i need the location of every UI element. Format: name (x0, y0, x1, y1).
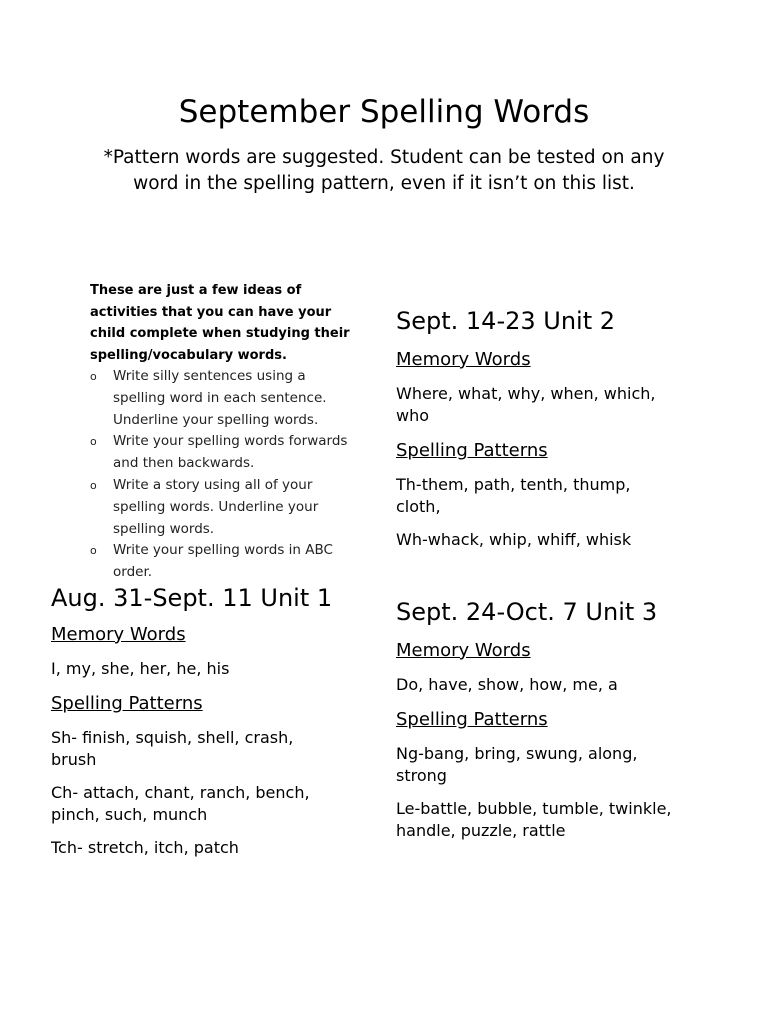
spelling-patterns-label: Spelling Patterns (396, 440, 548, 461)
pattern-line: Sh- finish, squish, shell, crash, brush (51, 728, 294, 769)
idea-item (90, 366, 360, 431)
pattern-line: Ng-bang, bring, swung, along, strong (396, 744, 638, 785)
memory-words: Where, what, why, when, which, who (396, 384, 656, 425)
bullet-icon: o (90, 435, 97, 449)
memory-words: Do, have, show, how, me, a (396, 675, 618, 694)
pattern-line: Ch- attach, chant, ranch, bench, pinch, such, munch (51, 783, 310, 824)
pattern-line: Tch- stretch, itch, patch (51, 838, 239, 857)
idea-text: Write a story using all of your spelling words. Underline your spelling words. (113, 476, 319, 537)
activity-ideas (90, 280, 360, 584)
ideas-intro: These are just a few ideas of activities that you can have your child complete when studying their spelling/vocabulary words. (90, 283, 350, 363)
unit-2-section (396, 306, 696, 551)
idea-text: Write your spelling words in ABC order. (113, 542, 333, 581)
spelling-patterns-label: Spelling Patterns (51, 693, 203, 714)
memory-words: I, my, she, her, he, his (51, 659, 230, 678)
idea-item (90, 431, 360, 475)
unit-3-section (396, 597, 696, 842)
spelling-patterns-label: Spelling Patterns (396, 709, 548, 730)
idea-item (90, 540, 360, 584)
page-title: September Spelling Words (178, 94, 590, 130)
idea-text: Write your spelling words forwards and then backwards. (113, 433, 348, 472)
pattern-line: Th-them, path, tenth, thump, cloth, (396, 475, 631, 516)
idea-item (90, 475, 360, 540)
memory-words-label: Memory Words (396, 640, 531, 661)
bullet-icon: o (90, 544, 97, 558)
memory-words-label: Memory Words (396, 349, 531, 370)
bullet-icon: o (90, 478, 97, 492)
page-subtitle: *Pattern words are suggested. Student can be tested on any word in the spelling pattern, even if it isn’t on this list. (103, 147, 665, 194)
pattern-line: Le-battle, bubble, tumble, twinkle, handle, puzzle, rattle (396, 799, 672, 840)
memory-words-label: Memory Words (51, 624, 186, 645)
unit-1-section (51, 583, 351, 859)
unit-heading: Sept. 24-Oct. 7 Unit 3 (396, 598, 658, 626)
ideas-list (90, 366, 360, 584)
bullet-icon: o (90, 370, 97, 383)
unit-heading: Sept. 14-23 Unit 2 (396, 307, 616, 335)
unit-heading: Aug. 31-Sept. 11 Unit 1 (51, 584, 333, 612)
idea-text: Write silly sentences using a spelling word in each sentence. Underline your spelling words. (113, 368, 327, 428)
pattern-line: Wh-whack, whip, whiff, whisk (396, 530, 632, 549)
